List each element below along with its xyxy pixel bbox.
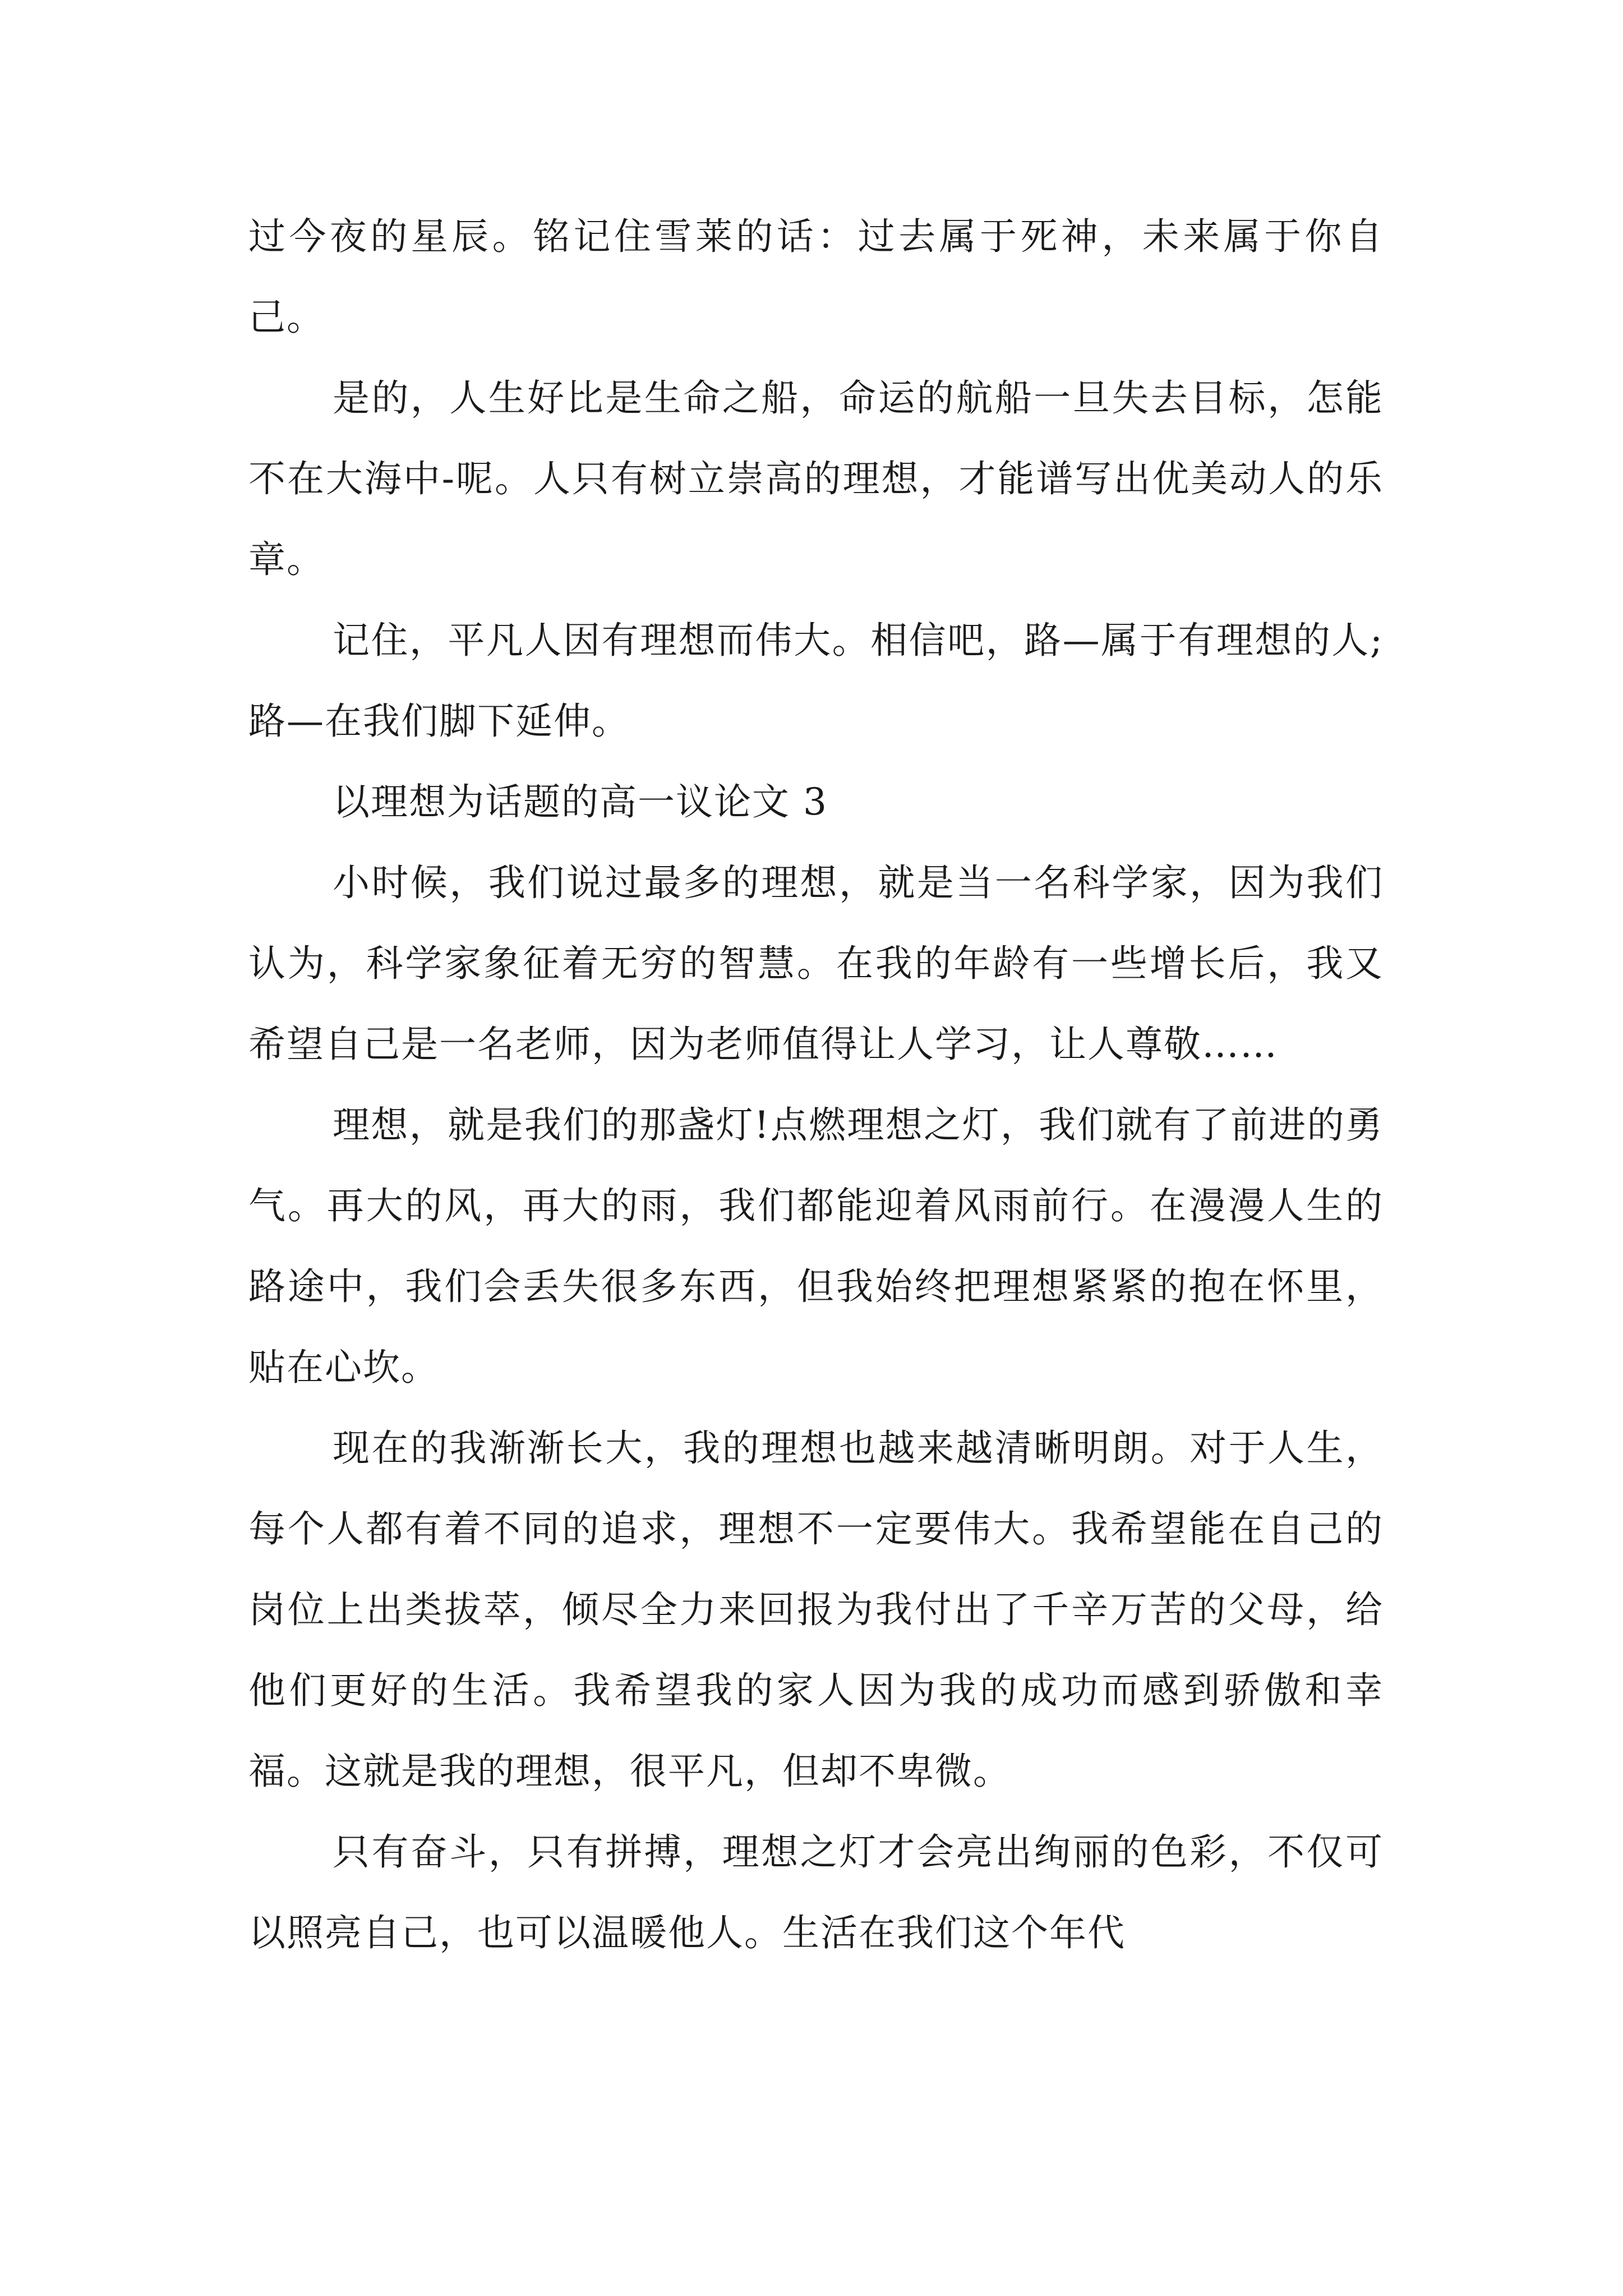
paragraph: 是的，人生好比是生命之船，命运的航船一旦失去目标，怎能不在大海中-呢。人只有树立崇高的理想，才能谱写出优美动人的乐章。 — [248, 376, 1384, 581]
paragraph: 只有奋斗，只有拼搏，理想之灯才会亮出绚丽的色彩，不仅可以照亮自己，也可以温暖他人。生活在我们这个年代 — [248, 1830, 1384, 1954]
paragraph: 过今夜的星辰。铭记住雪莱的话：过去属于死神，未来属于你自己。 — [248, 215, 1384, 339]
paragraph: 记住，平凡人因有理想而伟大。相信吧，路—属于有理想的人;路—在我们脚下延伸。 — [248, 619, 1384, 743]
document-body — [248, 196, 1384, 1973]
section-heading: 以理想为话题的高一议论文 3 — [333, 780, 828, 823]
paragraph: 小时候，我们说过最多的理想，就是当一名科学家，因为我们认为，科学家象征着无穷的智慧。在我的年龄有一些增长后，我又希望自己是一名老师，因为老师值得让人学习，让人尊敬…… — [248, 861, 1384, 1066]
paragraph: 现在的我渐渐长大，我的理想也越来越清晰明朗。对于人生，每个人都有着不同的追求，理想不一定要伟大。我希望能在自己的岗位上出类拔萃，倾尽全力来回报为我付出了千辛万苦的父母，给他们更好的生活。我希望我的家人因为我的成功而感到骄傲和幸福。这就是我的理想，很平凡，但却不卑微。 — [248, 1427, 1384, 1793]
paragraph: 理想，就是我们的那盏灯!点燃理想之灯，我们就有了前进的勇气。再大的风，再大的雨，我们都能迎着风雨前行。在漫漫人生的路途中，我们会丢失很多东西，但我始终把理想紧紧的抱在怀里，贴在心坎。 — [248, 1103, 1384, 1389]
